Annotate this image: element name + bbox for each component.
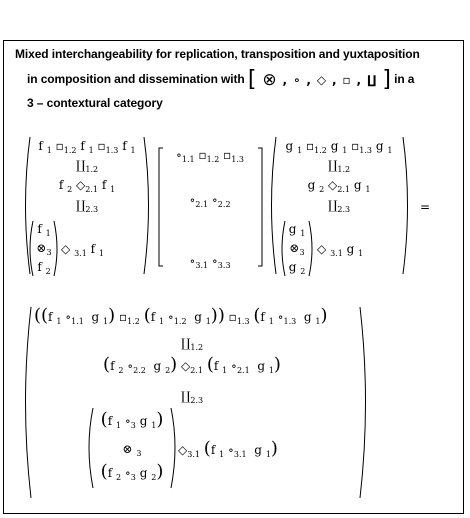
otimes-icon: ⊗ — [122, 442, 133, 456]
result-stack-close-paren — [171, 408, 175, 488]
left-matrix-open-paren — [26, 137, 31, 274]
circle-op-icon: ∘ — [293, 73, 301, 87]
coproduct-op-icon: ∐ — [367, 73, 377, 87]
left-matrix-row-1: f $_1$ $▫_{1.2}$ f $_1$ $▫_{1.3}$ f $_1$ — [38, 139, 136, 155]
operator-list: [ ⊗ , ∘ , ◇ , ▫ , ∐ ] — [247, 67, 391, 92]
middle-matrix-row-2: $\circ_{2.1}$ $\circ_{2.2}$ — [189, 193, 231, 209]
left-stack-tail: ◇ $_{3.1}$ f $_1$ — [61, 242, 104, 258]
result-stack-mid: ⊗ $_3$ — [122, 442, 142, 458]
right-matrix-row-1: g $_1$ $▫_{1.2}$ g $_1$ $▫_{1.3}$ g $_1$ — [285, 139, 393, 155]
left-matrix-row-3: f $_2$ $◇_{2.1}$ f $_1$ — [58, 178, 116, 194]
left-matrix-coproduct-23: $∐_{2.3}$ — [75, 198, 99, 214]
right-stack-close-paren — [309, 221, 312, 276]
result-stack-tail: $◇_{3.1}$ (f $_1$ $\circ_{3.1}$ g $_1$) — [178, 438, 278, 459]
middle-matrix-close-bracket — [258, 148, 262, 266]
result-stack-bottom: (f $_2$ $\circ_3$ g $_2$) — [100, 461, 164, 482]
caption-line-2-prefix: in composition and dissemination with — [27, 72, 245, 87]
caption-line-3: 3 – contextural category — [27, 96, 163, 110]
caption-line-2-suffix: in a — [394, 72, 415, 87]
middle-matrix-open-bracket — [159, 148, 163, 266]
otimes-icon: ⊗ — [262, 70, 277, 90]
otimes-icon: ⊗ — [36, 241, 47, 255]
left-stack-open-paren — [30, 221, 33, 276]
right-matrix-open-paren — [272, 137, 277, 274]
right-stack-open-paren — [282, 221, 285, 276]
result-coproduct-23: $∐_{2.3}$ — [180, 389, 204, 405]
square-op-icon: ▫ — [342, 73, 351, 87]
right-stack-mid: $\otimes_3$ — [289, 241, 305, 257]
right-stack-top: g $_1$ — [288, 222, 306, 238]
result-coproduct-12: $∐_{1.2}$ — [180, 336, 204, 352]
left-stack-close-paren — [54, 221, 57, 276]
equals-sign: = — [420, 200, 431, 214]
otimes-icon: ⊗ — [289, 241, 300, 255]
left-stack-bottom: f $_2$ — [37, 260, 51, 276]
right-stack-tail: ◇ $_{3.1}$ g $_1$ — [317, 242, 364, 258]
left-stack-top: f $_1$ — [37, 222, 51, 238]
left-stack-mid: $\otimes_3$ — [36, 241, 52, 257]
result-close-paren — [360, 307, 366, 498]
result-row-3: (f $_2$ $\circ_{2.2}$ g $_2$) $◇_{2.1}$ (f $_1$ $\circ_{2.1}$ g $_1$) — [103, 354, 281, 375]
left-matrix-close-paren — [144, 137, 149, 274]
caption-line-1: Mixed interchangeability for replication, transposition and yuxtaposition — [15, 47, 420, 61]
result-stack-open-paren — [89, 408, 93, 488]
middle-matrix-row-3: $\circ_{3.1}$ $\circ_{3.3}$ — [189, 254, 231, 270]
left-matrix-coproduct-12: $∐_{1.2}$ — [75, 158, 99, 174]
result-open-paren — [26, 307, 32, 498]
right-matrix-coproduct-23: $∐_{2.3}$ — [327, 198, 351, 214]
diamond-op-icon: ◇ — [316, 73, 327, 87]
right-matrix-close-paren — [403, 137, 408, 274]
right-stack-bottom: g $_2$ — [288, 260, 306, 276]
result-row-1: ((f $_1$ $\circ_{1.1}$ g $_1$) $▫_{1.2}$ (f $_1$ $\circ_{1.2}$ g $_1$)) $▫_{1.3}$ (f $_1$ $\circ_{1.3}$ g $_1$) — [34, 305, 328, 326]
right-matrix-coproduct-12: $∐_{1.2}$ — [327, 158, 351, 174]
middle-matrix-row-1: $\circ_{1.1}$ $▫_{1.2}$ $▫_{1.3}$ — [175, 148, 245, 164]
right-matrix-row-3: g $_2$ $◇_{2.1}$ g $_1$ — [307, 178, 371, 194]
result-stack-top: (f $_1$ $\circ_3$ g $_1$) — [100, 409, 164, 430]
